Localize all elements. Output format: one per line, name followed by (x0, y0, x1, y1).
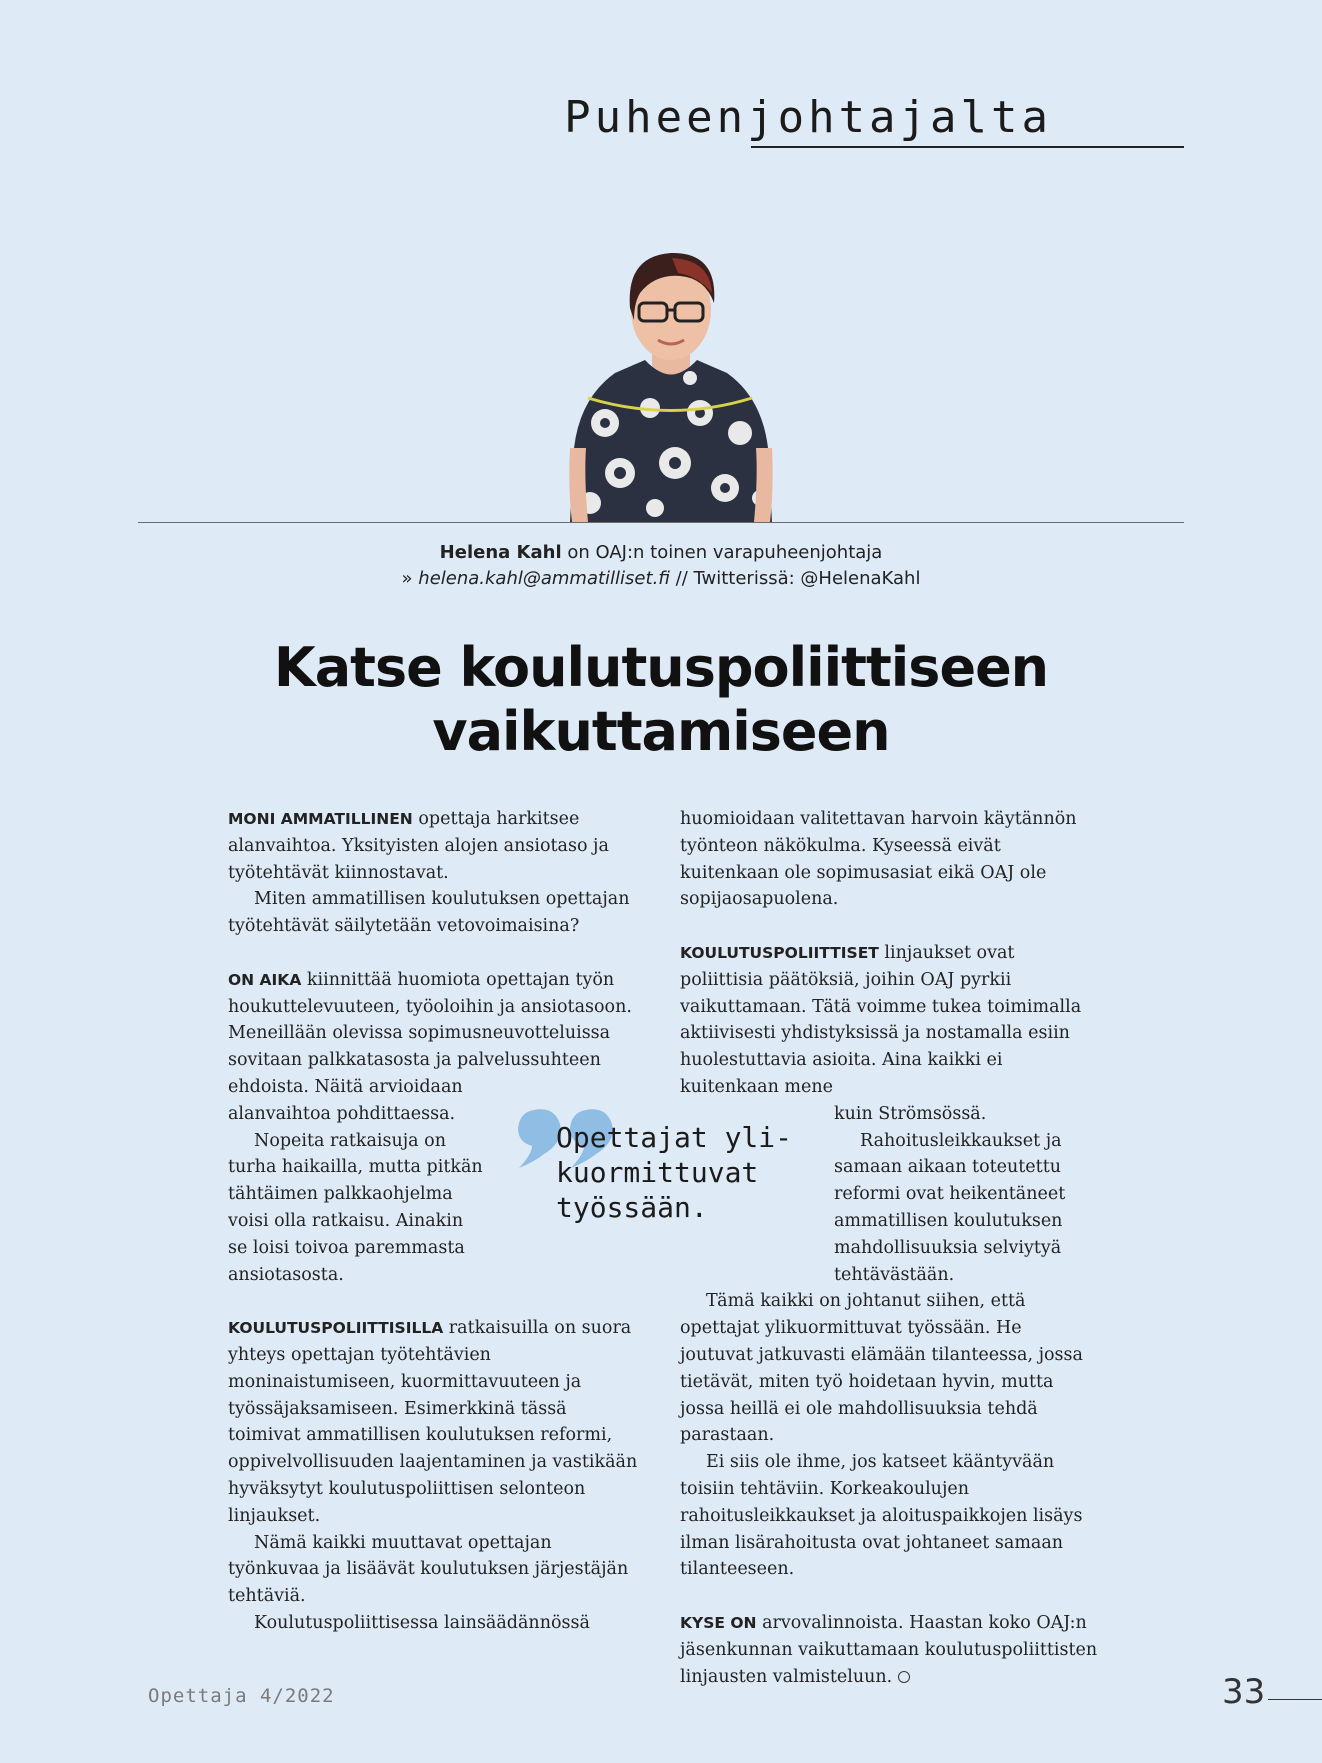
paragraph: Rahoitusleikkaukset ja samaan aikaan toteutettu reformi ovat heikentäneet ammatillisen koulutuksen mahdollisuuksia selviytyä tehtävästään. (834, 1130, 1066, 1285)
paragraph: Miten ammatillisen koulutuksen opettajan työtehtävät säilytetään vetovoimaisina? (228, 889, 630, 937)
paragraph-lead: KYSE ON (680, 1613, 757, 1632)
paragraph: Ei siis ole ihme, jos katseet kääntyvään toisiin tehtäviin. Korkeakoulujen rahoitusleikkaukset ja aloituspaikkojen lisäys ilman lisärahoitusta ovat johtaneet samaan tilanteeseen. (680, 1452, 1083, 1580)
paragraph-lead: KOULUTUSPOLIITTISET (680, 943, 879, 962)
paragraph: KYSE ON arvovalinnoista. Haastan koko OAJ:n jäsenkunnan vaikuttamaan koulutuspoliittisten linjausten valmisteluun. (680, 1612, 1098, 1687)
pull-quote: Opettajat yli- kuormittuvat työssään. (556, 1121, 793, 1224)
author-role: on OAJ:n toinen varapuheenjohtaja (567, 542, 883, 563)
paragraph: Koulutuspoliittisessa lainsäädännössä (254, 1612, 590, 1633)
author-contact (0, 568, 1322, 589)
paragraph-lead: MONI AMMATILLINEN (228, 810, 413, 828)
paragraph-lead: KOULUTUSPOLIITTISILLA (228, 1319, 444, 1338)
end-mark-icon (898, 1671, 910, 1683)
section-title: Puheenjohtajalta (564, 92, 1052, 143)
paragraph: ehdoista. Näitä arvioidaan alanvaihtoa pohdittaessa. (228, 1076, 463, 1124)
narrow-text-block (834, 1101, 1100, 1289)
paragraph: huomioidaan valitettavan harvoin käytännön työnteon näkökulma. Kyseessä eivät kuitenkaan ole sopimusasiat eikä OAJ ole sopijaosapuolena. (680, 809, 1077, 910)
paragraph: KOULUTUSPOLIITTISILLA ratkaisuilla on suora yhteys opettajan työtehtävien moninaistumiseen, kuormittavuuteen ja työssäjaksamiseen. Esimerkkinä tässä toimivat ammatillisen koulutuksen reformi, oppivelvollisuuden laajentaminen ja vastikään hyväksytyt koulutuspoliittisen selonteon linjaukset. (228, 1318, 638, 1526)
author-name: Helena Kahl (439, 542, 562, 563)
narrow-text-block (228, 1074, 486, 1288)
paragraph: Tämä kaikki on johtanut siihen, että opettajat ylikuormittuvat työssään. He joutuvat jatkuvasti elämään tilanteessa, jossa tietävät, miten työ hoidetaan hyvin, mutta jossa heillä ei ole mahdollisuuksia tehdä parastaan. (680, 1291, 1083, 1446)
issue-label: Opettaja 4/2022 (148, 1685, 335, 1707)
paragraph: ON AIKA kiinnittää huomiota opettajan työn houkuttelevuuteen, työoloihin ja ansiotasoon. Meneillään olevissa sopimusneuvotteluissa sovitaan palkkatasosta ja palvelussuhteen (228, 969, 632, 1071)
author-twitter[interactable]: // Twitterissä: @HelenaKahl (675, 568, 921, 589)
author-byline (0, 542, 1322, 563)
headline-line-1: Katse koulutuspoliittiseen (273, 636, 1049, 699)
paragraph: Nämä kaikki muuttavat opettajan työnkuvaa ja lisäävät koulutuksen järjestäjän tehtäviä. (228, 1532, 629, 1607)
article-headline (0, 636, 1322, 764)
headline-line-2: vaikuttamiseen (432, 700, 890, 763)
paragraph-lead: ON AIKA (228, 970, 302, 989)
section-title-underline (751, 146, 1184, 148)
right-column (680, 806, 1100, 1690)
paragraph: kuin Strömsössä. (834, 1103, 987, 1124)
page-number-rule (1268, 1699, 1322, 1700)
portrait-divider (138, 522, 1184, 523)
paragraph: KOULUTUSPOLIITTISET linjaukset ovat poliittisia päätöksiä, joihin OAJ pyrkii vaikuttamaan. Tätä voimme tukea toimimalla aktiivisesti yhdistyksissä ja nostamalla esiin huolestuttavia asioita. Aina kaikki ei kuitenkaan mene (680, 942, 1082, 1097)
page-number: 33 (1222, 1672, 1266, 1712)
paragraph: MONI AMMATILLINEN opettaja harkitsee alanvaihtoa. Yksityisten alojen ansiotaso ja työtehtävät kiinnostavat. (228, 809, 609, 883)
paragraph: Nopeita ratkaisuja on turha haikailla, mutta pitkän tähtäimen palkkaohjelma voisi olla ratkaisu. Ainakin se loisi toivoa paremmasta ansiotasosta. (228, 1130, 483, 1285)
arrow-icon: » (401, 568, 413, 589)
author-portrait (560, 248, 782, 522)
author-email-link[interactable]: helena.kahl@ammatilliset.fi (418, 568, 670, 589)
